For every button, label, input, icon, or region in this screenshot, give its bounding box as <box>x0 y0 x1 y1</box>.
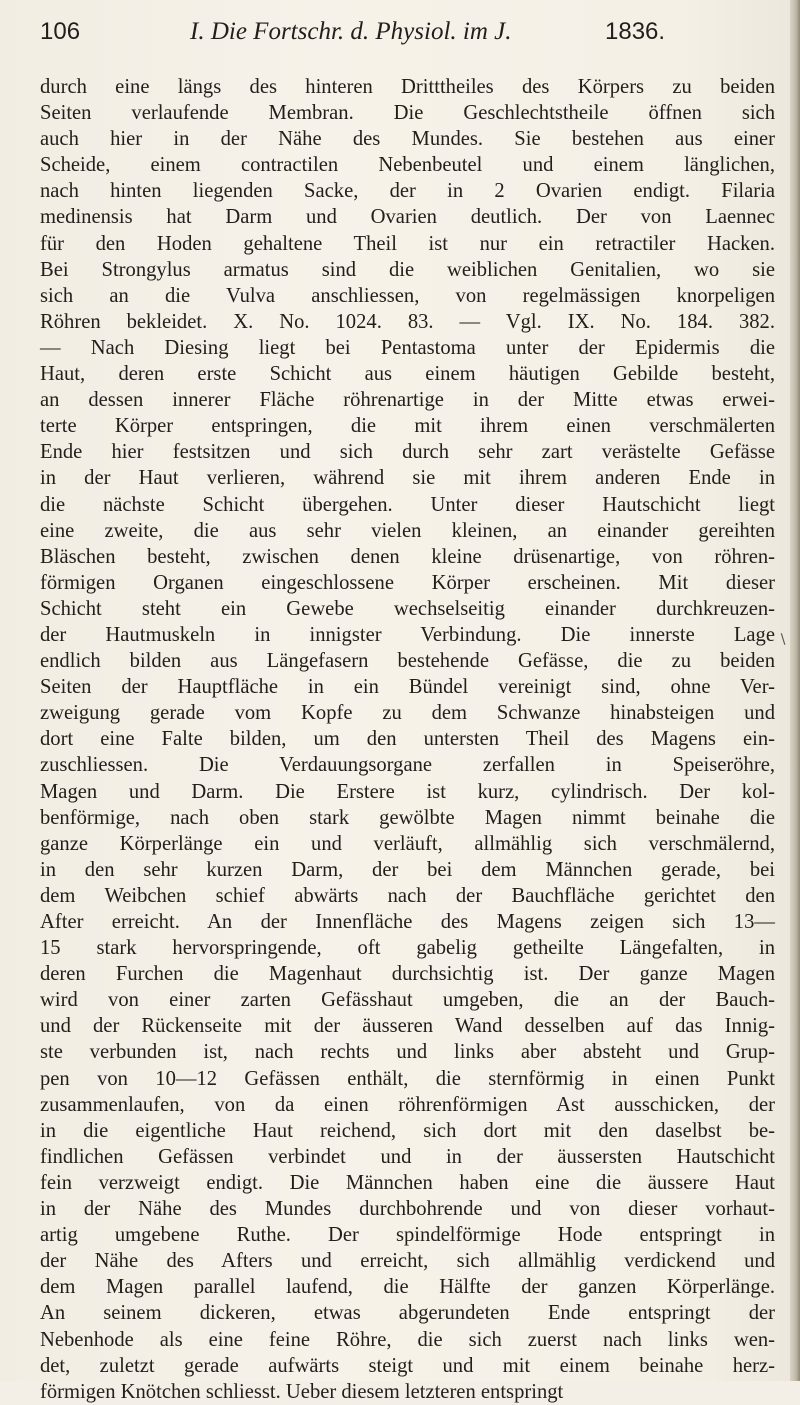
body-text <box>40 74 775 1405</box>
text-line: An seinem dickeren, etwas abgerundeten Ende entspringt der <box>40 1302 775 1325</box>
text-line: dem Weibchen schief abwärts nach der Bauchfläche gerichtet den <box>40 884 775 907</box>
text-line: zweigung gerade vom Kopfe zu dem Schwanze hinabsteigen und <box>40 702 775 725</box>
text-line: deren Furchen die Magenhaut durchsichtig ist. Der ganze Magen <box>40 963 775 986</box>
text-line: nach hinten liegenden Sacke, der in 2 Ovarien endigt. Filaria <box>40 180 775 203</box>
margin-mark: ∖ <box>778 632 787 648</box>
text-line: der Nähe des Afters und erreicht, sich allmählig verdickend und <box>40 1250 775 1273</box>
text-line: endlich bilden aus Längefasern bestehende Gefässe, die zu beiden <box>40 650 775 673</box>
running-title: I. Die Fortschr. d. Physiol. im J. <box>190 18 512 45</box>
header-year: 1836. <box>605 18 666 45</box>
text-line: Bei Strongylus armatus sind die weiblichen Genitalien, wo sie <box>40 258 775 281</box>
text-line: dem Magen parallel laufend, die Hälfte der ganzen Körperlänge. <box>40 1276 775 1299</box>
text-line: zuschliessen. Die Verdauungsorgane zerfallen in Speiseröhre, <box>40 754 775 777</box>
text-line: artig umgebene Ruthe. Der spindelförmige Hode entspringt in <box>40 1224 775 1247</box>
text-line: Bläschen besteht, zwischen denen kleine drüsenartige, von röhren- <box>40 545 775 568</box>
text-line: der Hautmuskeln in innigster Verbindung. Die innerste Lage <box>40 623 775 646</box>
text-line: in der Haut verlieren, während sie mit ihrem anderen Ende in <box>40 467 775 490</box>
text-line: findlichen Gefässen verbindet und in der äussersten Hautschicht <box>40 1145 775 1168</box>
text-line: Haut, deren erste Schicht aus einem häutigen Gebilde besteht, <box>40 363 775 386</box>
text-line: in die eigentliche Haut reichend, sich dort mit den daselbst be- <box>40 1119 775 1142</box>
text-line: Scheide, einem contractilen Nebenbeutel und einem länglichen, <box>40 154 775 177</box>
text-line: zusammenlaufen, von da einen röhrenförmigen Ast ausschicken, der <box>40 1093 775 1116</box>
text-line: eine zweite, die aus sehr vielen kleinen, an einander gereihten <box>40 519 775 542</box>
text-line: wird von einer zarten Gefässhaut umgeben, die an der Bauch- <box>40 989 775 1012</box>
text-line: förmigen Knötchen schliesst. Ueber diesem letzteren entspringt <box>40 1380 564 1403</box>
text-line: Schicht steht ein Gewebe wechselseitig einander durchkreuzen- <box>40 597 775 620</box>
text-line: ganze Körperlänge ein und verläuft, allmählig sich verschmälernd, <box>40 832 775 855</box>
text-line: für den Hoden gehaltene Theil ist nur ein retractiler Hacken. <box>40 232 775 255</box>
text-line: in der Nähe des Mundes durchbohrende und von dieser vorhaut- <box>40 1198 775 1221</box>
text-line: 15 stark hervorspringende, oft gabelig getheilte Längefalten, in <box>40 937 775 960</box>
text-line: benförmige, nach oben stark gewölbte Magen nimmt beinahe die <box>40 806 775 829</box>
text-line: ste verbunden ist, nach rechts und links aber absteht und Grup- <box>40 1041 775 1064</box>
text-line: Seiten verlaufende Membran. Die Geschlechtstheile öffnen sich <box>40 102 775 125</box>
text-line: Röhren bekleidet. X. No. 1024. 83. — Vgl. IX. No. 184. 382. <box>40 310 775 333</box>
page-number: 106 <box>40 18 81 45</box>
text-line: an dessen innerer Fläche röhrenartige in der Mitte etwas erwei- <box>40 389 775 412</box>
text-line: Nebenhode als eine feine Röhre, die sich zuerst nach links wen- <box>40 1328 775 1351</box>
text-line: durch eine längs des hinteren Dritttheiles des Körpers zu beiden <box>40 76 775 98</box>
text-line: terte Körper entspringen, die mit ihrem einen verschmälerten <box>40 415 775 438</box>
running-header <box>40 18 740 54</box>
text-line: dort eine Falte bilden, um den untersten Theil des Magens ein- <box>40 728 775 751</box>
text-line: medinensis hat Darm und Ovarien deutlich. Der von Laennec <box>40 206 775 229</box>
text-line: in den sehr kurzen Darm, der bei dem Männchen gerade, bei <box>40 858 775 881</box>
text-line: fein verzweigt endigt. Die Männchen haben eine die äussere Haut <box>40 1171 775 1194</box>
text-line: pen von 10—12 Gefässen enthält, die sternförmig in einen Punkt <box>40 1067 775 1090</box>
text-line: auch hier in der Nähe des Mundes. Sie bestehen aus einer <box>40 128 775 151</box>
text-line: After erreicht. An der Innenfläche des Magens zeigen sich 13— <box>40 911 775 933</box>
text-line: und der Rückenseite mit der äusseren Wand desselben auf das Innig- <box>40 1015 775 1038</box>
text-line: — Nach Diesing liegt bei Pentastoma unter der Epidermis die <box>40 336 775 359</box>
text-line: Seiten der Hauptfläche in ein Bündel vereinigt sind, ohne Ver- <box>40 676 775 699</box>
page-edge-shadow <box>790 0 800 1381</box>
text-line: förmigen Organen eingeschlossene Körper erscheinen. Mit dieser <box>40 571 775 594</box>
text-line: die nächste Schicht übergehen. Unter dieser Hautschicht liegt <box>40 493 775 516</box>
text-line: det, zuletzt gerade aufwärts steigt und mit einem beinahe herz- <box>40 1354 775 1377</box>
text-line: sich an die Vulva anschliessen, von regelmässigen knorpeligen <box>40 284 775 307</box>
text-line: Magen und Darm. Die Erstere ist kurz, cylindrisch. Der kol- <box>40 780 775 803</box>
text-line: Ende hier festsitzen und sich durch sehr zart verästelte Gefässe <box>40 441 775 464</box>
